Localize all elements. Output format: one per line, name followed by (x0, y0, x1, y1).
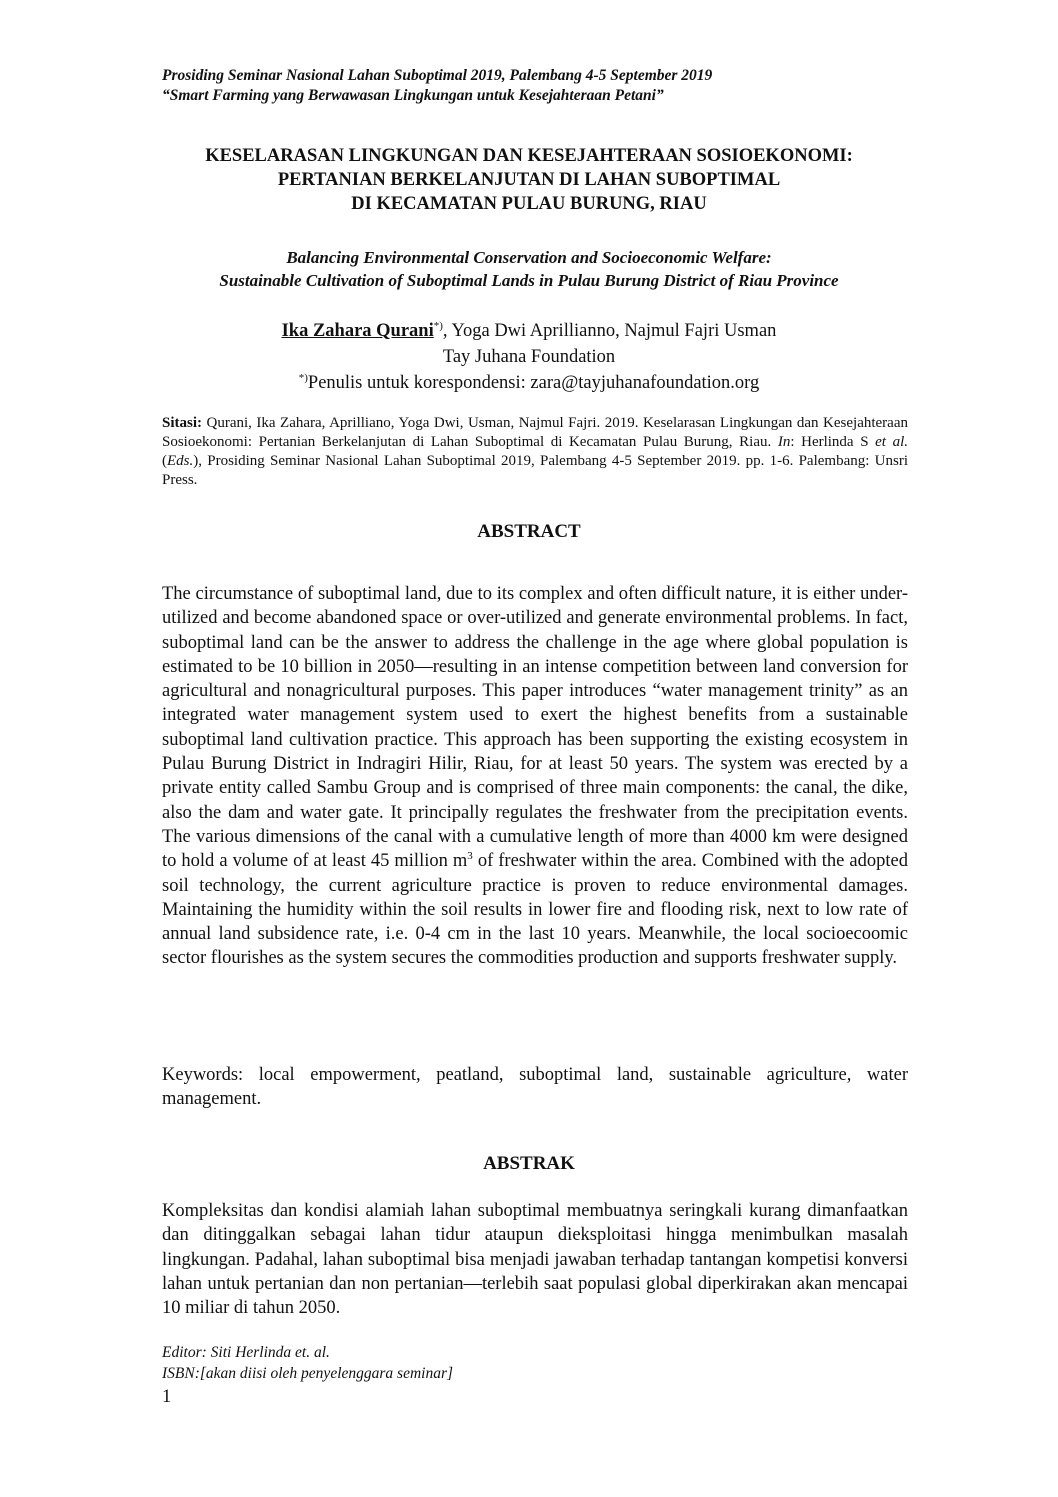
citation-eds: Eds. (167, 453, 194, 469)
citation-text-4: ), Prosiding Seminar Nasional Lahan Suboptimal 2019, Palembang 4-5 September 2019. pp. 1-6. Palembang: Unsri Press. (162, 453, 908, 488)
main-author-marker: *) (433, 319, 443, 332)
author-line (120, 318, 938, 344)
correspondence-text: Penulis untuk korespondensi: zara@tayjuhanafoundation.org (307, 373, 760, 393)
abstrak-heading: ABSTRAK (483, 1153, 575, 1174)
abstract-text-2: of freshwater within the area. Combined with the adopted soil technology, the current agriculture practice is proven to reduce environmental damages. Maintaining the humidity within the soil results in lower fire and flooding risk, next to low rate of annual land subsidence rate, i.e. 0-4 cm in the last 10 years. Meanwhile, the local socioecoomic sector flourishes as the system secures the commodities production and supports freshwater supply. (162, 851, 908, 969)
citation (162, 414, 908, 490)
abstrak-body: Kompleksitas dan kondisi alamiah lahan suboptimal membuatnya seringkali kurang dimanfaatkan dan ditinggalkan sebagai lahan tidur ataupun dieksploitasi hingga menimbulkan masalah lingkungan. Padahal, lahan suboptimal bisa menjadi jawaban terhadap tantangan kompetisi konversi lahan untuk pertanian dan non pertanian—terlebih saat populasi global diperkirakan akan mencapai 10 miliar di tahun 2050. (162, 1201, 908, 1319)
page-footer (162, 1342, 762, 1384)
affiliation: Tay Juhana Foundation (442, 347, 616, 367)
citation-text-3: ( (162, 453, 167, 469)
footer-isbn: ISBN:[akan diisi oleh penyelenggara seminar] (162, 1365, 454, 1382)
header-theme-line: “Smart Farming yang Berwawasan Lingkungan untuk Kesejahteraan Petani” (162, 87, 664, 104)
english-title-line-1: Balancing Environmental Conservation and Socioeconomic Welfare: (286, 248, 772, 267)
main-author: Ika Zahara Qurani (281, 321, 434, 341)
abstract-heading: ABSTRACT (477, 521, 581, 542)
page-number: 1 (162, 1387, 172, 1407)
citation-label: Sitasi: (162, 415, 203, 431)
citation-text-1: Qurani, Ika Zahara, Aprilliano, Yoga Dwi, Usman, Najmul Fajri. 2019. Keselarasan Lingkungan dan Kesejahteraan Sosioekonomi: Pertanian Berkelanjutan di Lahan Suboptimal di Kecamatan Pulau Burung, Riau. (162, 415, 908, 450)
abstract-superscript: 3 (467, 850, 473, 863)
author-block (120, 318, 938, 396)
correspondence-line (120, 370, 938, 396)
citation-in: In (777, 434, 791, 450)
paper-title (120, 144, 938, 216)
english-title (120, 246, 938, 292)
title-line-2: PERTANIAN BERKELANJUTAN DI LAHAN SUBOPTIMAL (277, 170, 781, 190)
abstract-body (162, 582, 908, 971)
citation-text-2: : Herlinda S (790, 434, 876, 450)
title-line-1: KESELARASAN LINGKUNGAN DAN KESEJAHTERAAN SOSIOEKONOMI: (205, 146, 853, 166)
header-proceedings-line: Prosiding Seminar Nasional Lahan Suboptimal 2019, Palembang 4-5 September 2019 (162, 67, 713, 84)
abstract-text-1: The circumstance of suboptimal land, due to its complex and often difficult nature, it is either under-utilized and become abandoned space or over-utilized and generate environmental problems. In fact, suboptimal land can be the answer to address the challenge in the age where global population is estimated to be 10 billion in 2050—resulting in an intense competition between land conversion for agricultural and nonagricultural purposes. This paper introduces “water management trinity” as an integrated water management system used to exert the highest benefits from a sustainable suboptimal land cultivation practice. This approach has been supporting the existing ecosystem in Pulau Burung District in Indragiri Hilir, Riau, for at least 50 years. The system was erected by a private entity called Sambu Group and is comprised of three main components: the canal, the dike, also the dam and water gate. It principally regulates the freshwater from the precipitation events. The various dimensions of the canal with a cumulative length of more than 4000 km were designed to hold a volume of at least 45 million m (162, 584, 908, 872)
citation-etal: et al. (875, 434, 908, 450)
keywords: Keywords: local empowerment, peatland, suboptimal land, sustainable agriculture, water management. (162, 1065, 908, 1110)
co-authors: , Yoga Dwi Aprillianno, Najmul Fajri Usman (442, 321, 777, 341)
footer-editor: Editor: Siti Herlinda et. al. (162, 1344, 330, 1361)
title-line-3: DI KECAMATAN PULAU BURUNG, RIAU (351, 194, 707, 214)
english-title-line-2: Sustainable Cultivation of Suboptimal Lands in Pulau Burung District of Riau Province (219, 271, 839, 290)
running-header (162, 66, 922, 106)
correspondence-marker: *) (298, 371, 308, 384)
